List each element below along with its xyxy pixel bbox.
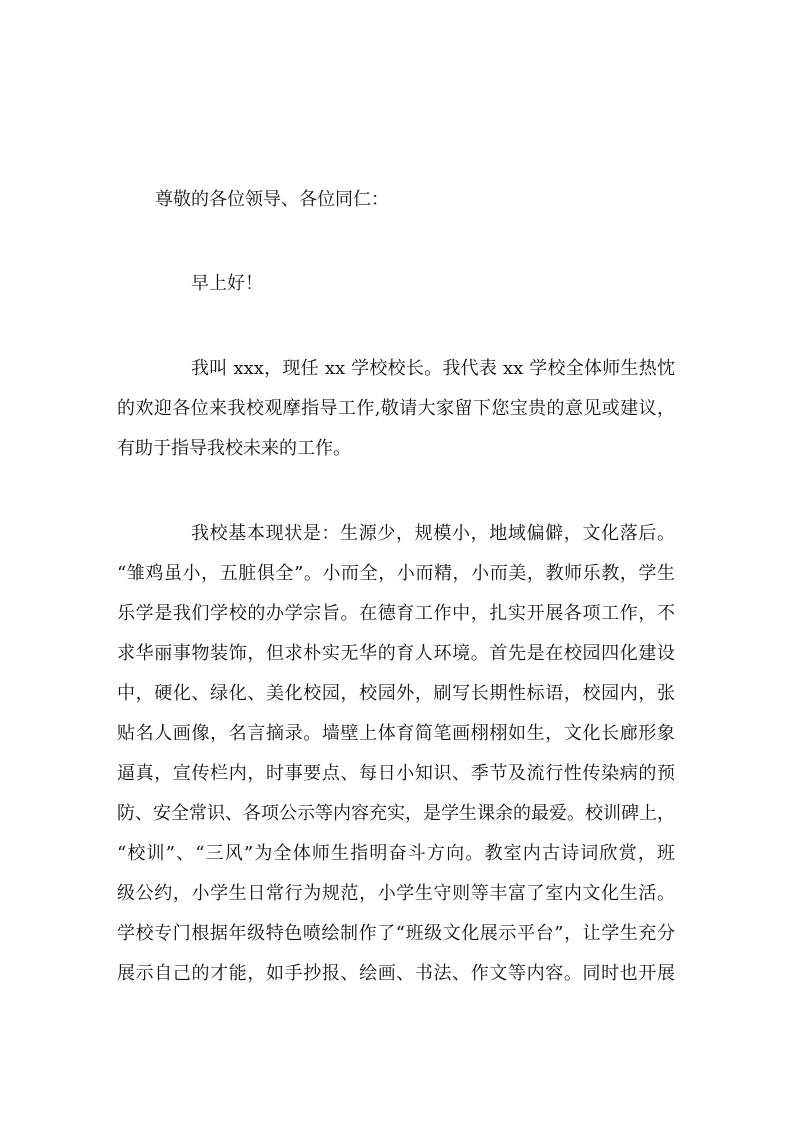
greeting: 早上好！ (191, 273, 263, 294)
paragraph-line: 中，硬化、绿化、美化校园，校园外，刷写长期性标语，校园内，张 (117, 683, 675, 704)
paragraph-line: 求华丽事物装饰，但求朴实无华的育人环境。首先是在校园四化建设 (117, 643, 675, 664)
paragraph-line: “雏鸡虽小，五脏俱全”。小而全，小而精，小而美，教师乐教，学生 (117, 563, 675, 584)
paragraph-line: 级公约，小学生日常行为规范，小学生守则等丰富了室内文化生活。 (117, 883, 675, 904)
paragraph-line: 乐学是我们学校的办学宗旨。在德育工作中，扎实开展各项工作，不 (117, 603, 675, 624)
paragraph-line: 有助于指导我校未来的工作。 (117, 438, 351, 459)
paragraph-line: 展示自己的才能，如手抄报、绘画、书法、作文等内容。同时也开展 (117, 963, 675, 984)
paragraph-line: 我校基本现状是：生源少，规模小，地域偏僻，文化落后。 (191, 523, 675, 544)
paragraph-line: 学校专门根据年级特色喷绘制作了“班级文化展示平台”，让学生充分 (117, 923, 675, 944)
paragraph-line: 的欢迎各位来我校观摩指导工作,敬请大家留下您宝贵的意见或建议， (117, 398, 675, 419)
paragraph-line: “校训”、“三风”为全体师生指明奋斗方向。教室内古诗词欣赏，班 (117, 843, 675, 864)
paragraph-line: 防、安全常识、各项公示等内容充实，是学生课余的最爱。校训碑上， (117, 803, 675, 824)
paragraph-line: 逼真，宣传栏内，时事要点、每日小知识、季节及流行性传染病的预 (117, 763, 675, 784)
salutation: 尊敬的各位领导、各位同仁： (155, 189, 389, 210)
paragraph-line: 贴名人画像，名言摘录。墙壁上体育简笔画栩栩如生，文化长廊形象 (117, 723, 675, 744)
paragraph-line: 我叫 xxx，现任 xx 学校校长。我代表 xx 学校全体师生热忱 (191, 358, 675, 379)
